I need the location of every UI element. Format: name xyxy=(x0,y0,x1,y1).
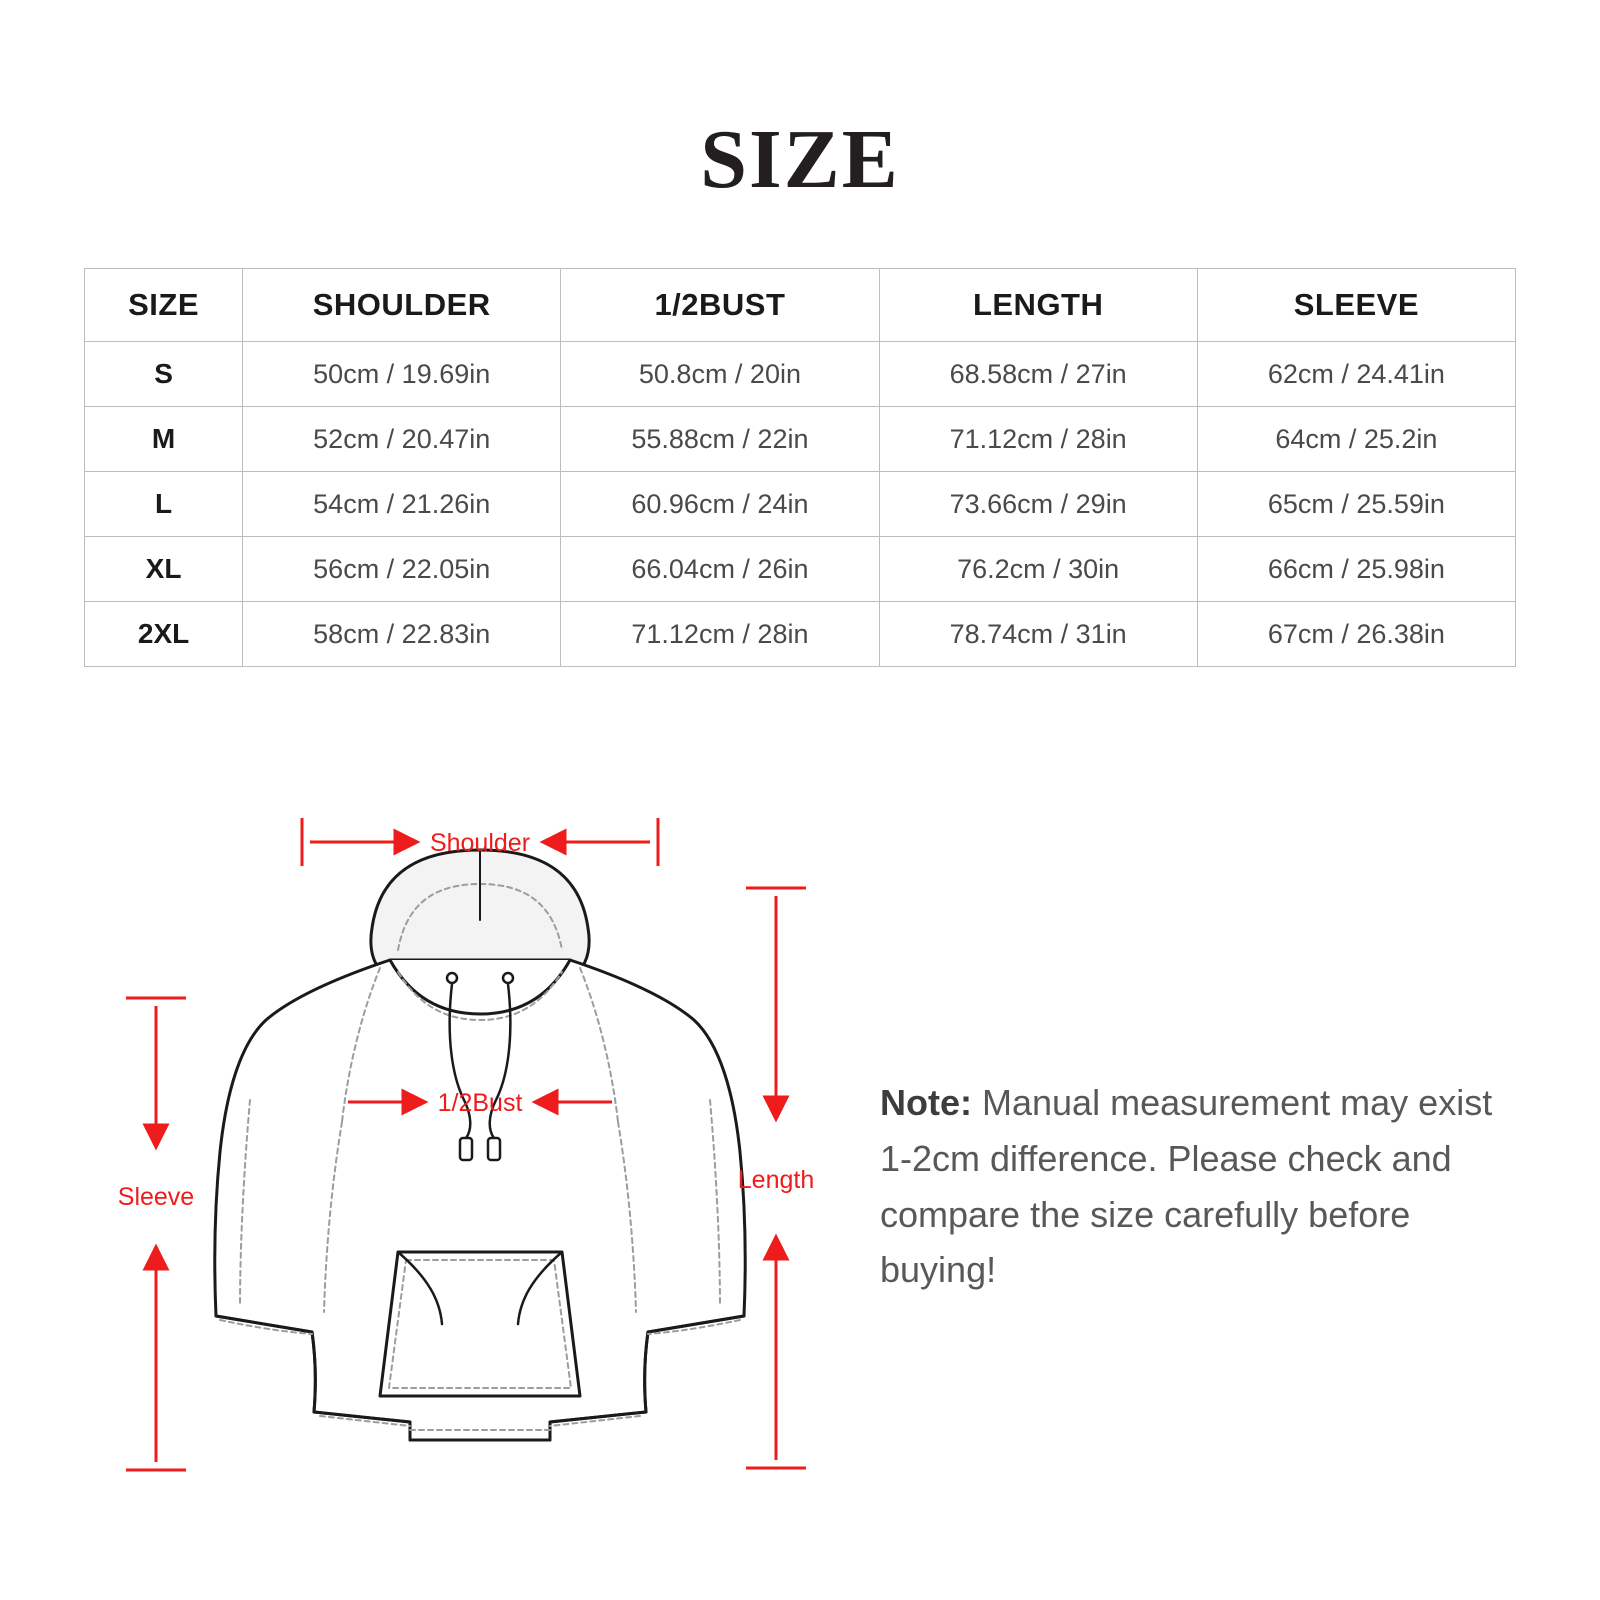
table-row xyxy=(85,537,1516,602)
cell-length: 78.74cm / 31in xyxy=(879,602,1197,667)
length-label: Length xyxy=(737,1166,815,1194)
cell-sleeve: 66cm / 25.98in xyxy=(1197,537,1515,602)
cell-sleeve: 65cm / 25.59in xyxy=(1197,472,1515,537)
cell-bust: 55.88cm / 22in xyxy=(561,407,879,472)
cell-bust: 71.12cm / 28in xyxy=(561,602,879,667)
cell-length: 76.2cm / 30in xyxy=(879,537,1197,602)
column-header-bust: 1/2BUST xyxy=(561,269,879,342)
cell-sleeve: 67cm / 26.38in xyxy=(1197,602,1515,667)
measurement-diagram xyxy=(80,800,860,1520)
table-row xyxy=(85,602,1516,667)
table-row xyxy=(85,342,1516,407)
half-bust-label: 1/2Bust xyxy=(437,1089,523,1117)
cell-size: XL xyxy=(85,537,243,602)
hoodie-illustration xyxy=(215,850,745,1440)
shoulder-label: Shoulder xyxy=(429,829,531,857)
cell-size: 2XL xyxy=(85,602,243,667)
column-header-length: LENGTH xyxy=(879,269,1197,342)
cell-shoulder: 58cm / 22.83in xyxy=(243,602,561,667)
cell-bust: 60.96cm / 24in xyxy=(561,472,879,537)
cell-size: S xyxy=(85,342,243,407)
note-label: Note: xyxy=(880,1082,972,1123)
size-chart-table xyxy=(84,268,1516,667)
cell-shoulder: 56cm / 22.05in xyxy=(243,537,561,602)
cell-shoulder: 50cm / 19.69in xyxy=(243,342,561,407)
sleeve-measure-arrow xyxy=(126,998,186,1470)
cell-bust: 50.8cm / 20in xyxy=(561,342,879,407)
note-text: Manual measurement may exist 1-2cm difference. Please check and compare the size carefully before buying! xyxy=(880,1082,1493,1291)
table-header-row xyxy=(85,269,1516,342)
note-block xyxy=(880,1075,1520,1298)
sleeve-label: Sleeve xyxy=(117,1183,195,1211)
cell-length: 68.58cm / 27in xyxy=(879,342,1197,407)
cell-length: 71.12cm / 28in xyxy=(879,407,1197,472)
column-header-shoulder: SHOULDER xyxy=(243,269,561,342)
cell-shoulder: 54cm / 21.26in xyxy=(243,472,561,537)
table-row xyxy=(85,472,1516,537)
cell-sleeve: 62cm / 24.41in xyxy=(1197,342,1515,407)
cell-length: 73.66cm / 29in xyxy=(879,472,1197,537)
column-header-sleeve: SLEEVE xyxy=(1197,269,1515,342)
cell-sleeve: 64cm / 25.2in xyxy=(1197,407,1515,472)
cell-size: L xyxy=(85,472,243,537)
cell-size: M xyxy=(85,407,243,472)
table-row xyxy=(85,407,1516,472)
page-title: SIZE xyxy=(700,113,900,206)
cell-bust: 66.04cm / 26in xyxy=(561,537,879,602)
cell-shoulder: 52cm / 20.47in xyxy=(243,407,561,472)
column-header-size: SIZE xyxy=(85,269,243,342)
